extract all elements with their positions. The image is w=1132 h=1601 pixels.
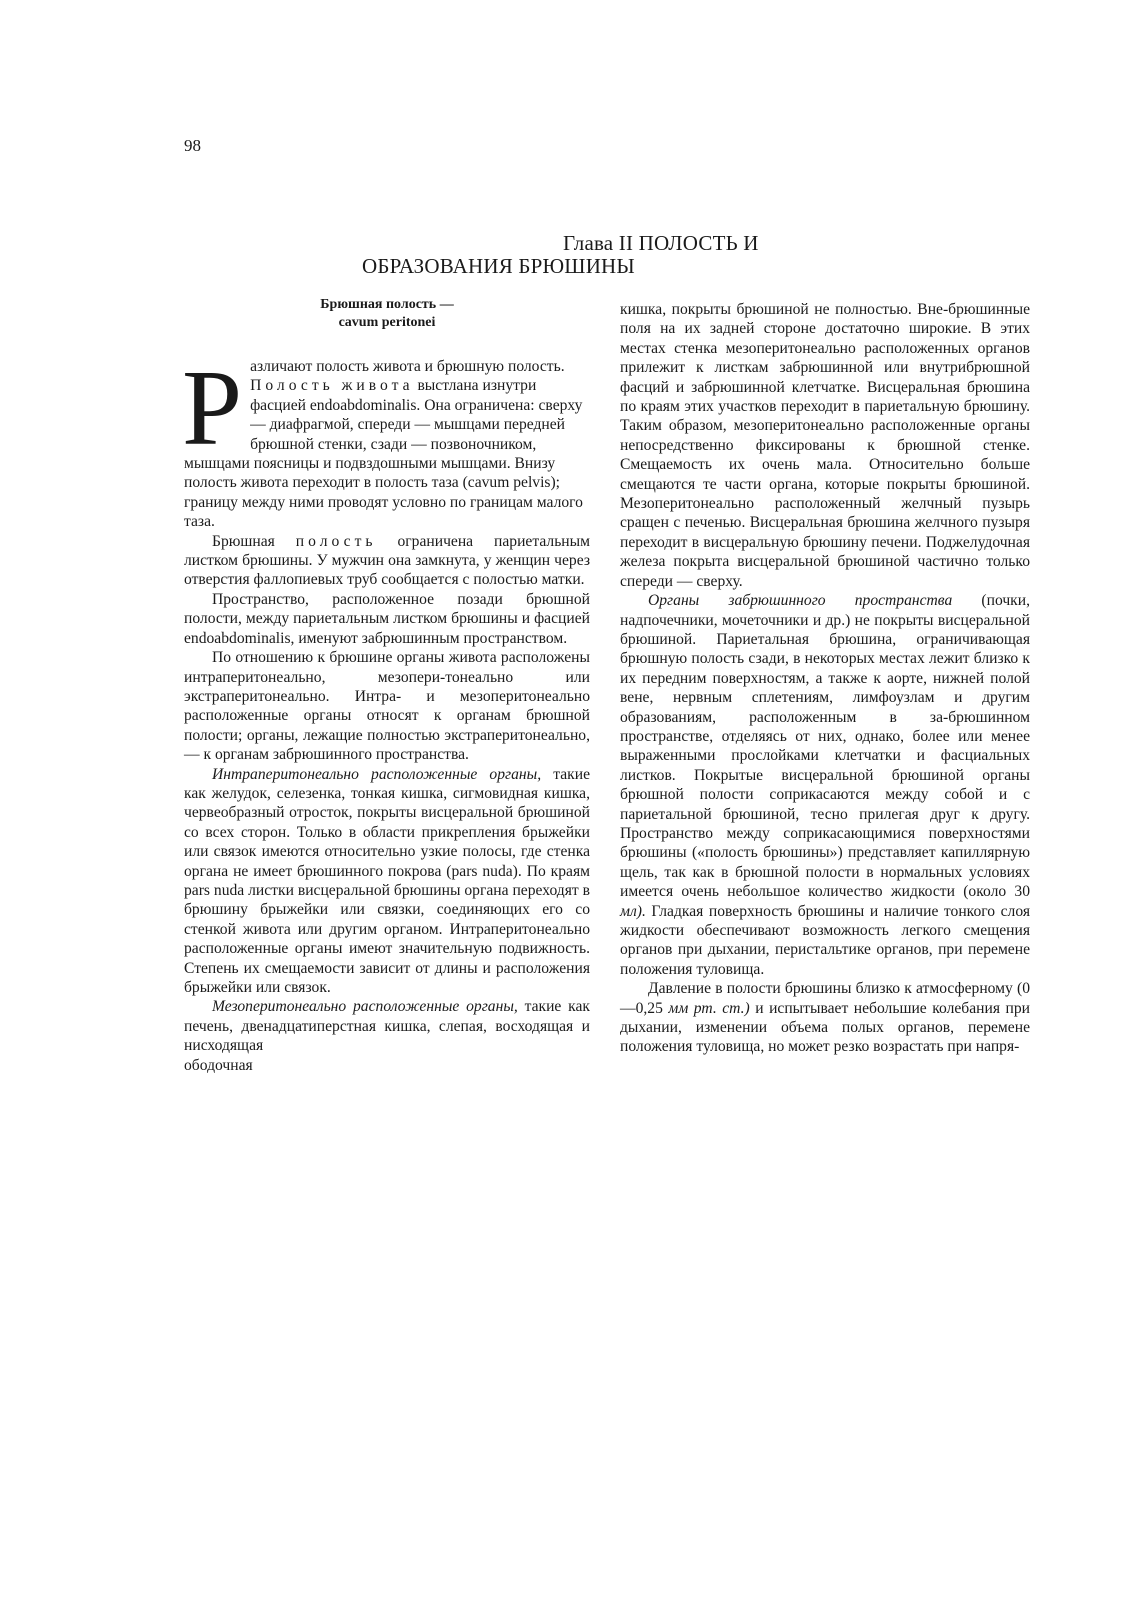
rp3-text-1: Давление в полости брюшины близко к атмосферному (0—0,25 bbox=[620, 980, 1030, 1017]
rp3-text-2: и испытывает небольшие колебания при дыхании, изменении объема полых органов, перемене положения туловища, но может резко возрастать при напря- bbox=[620, 999, 1031, 1056]
p5-italic-term: Интраперитонеально расположенные органы, bbox=[212, 765, 542, 783]
intro-text-2: выстлана изнутри фасцией endoabdominalis. Она ограничена: сверху — диафрагмой, спереди — мышцами передней брюшной стенки, сзади — позвоночником, мышцами поясницы и подвздошными мышцами. Внизу полость живота переходит в полость таза (cavum pelvis); границу между ними проводят условно по границам малого таза. bbox=[184, 377, 583, 531]
paragraph-retroperitoneal-organs bbox=[620, 591, 1030, 979]
section-heading-line-1: Брюшная полость — bbox=[320, 297, 454, 312]
section-heading bbox=[184, 296, 590, 332]
p6-text: такие как печень, двенадцатиперстная кишка, слепая, восходящая и нисходящая bbox=[184, 998, 590, 1055]
paragraph-continuation: кишка, покрыты брюшиной не полностью. Вне-брюшинные поля на их задней стороне достаточно широкие. В этих местах стенка мезоперитонеально расположенных органов прилежит к листкам забрюшинной или внутрибрюшной фасций и забрюшинной клетчатке. Висцеральная брюшина по краям этих участков переходит в париетальную брюшину. Таким образом, мезоперитонеально расположенные органы непосредственно фиксированы к брюшной стенке. Смещаемость их очень мала. Относительно больше смещаются те части органа, которые покрыты брюшиной. Мезоперитонеально расположенный желчный пузырь сращен с печенью. Висцеральная брюшина желчного пузыря переходит в висцеральную брюшину печени. Поджелудочная железа покрыта висцеральной брюшиной частично только спереди — сверху. bbox=[620, 301, 1030, 590]
paragraph-abdominal-cavity bbox=[184, 532, 590, 590]
paragraph-mesoperitoneal bbox=[184, 997, 590, 1055]
paragraph-intro bbox=[182, 349, 590, 532]
p2-text-1: Брюшная bbox=[212, 532, 275, 550]
rp3-unit: мм рт. ст.) bbox=[668, 999, 750, 1017]
rp2-text-2: Гладкая поверхность брюшины и наличие тонкого слоя жидкости обеспечивают возможность легкого смещения органов при дыхании, перистальтике органов, при перемене положения туловища. bbox=[620, 902, 1030, 978]
paragraph-retroperitoneal-space: Пространство, расположенное позади брюшной полости, между париетальным листком брюшины и фасцией endoabdominalis, именуют забрюшинным пространством. bbox=[184, 590, 590, 647]
paragraph-pressure bbox=[620, 979, 1030, 1057]
chapter-title-line-2: ОБРАЗОВАНИЯ БРЮШИНЫ bbox=[362, 254, 635, 278]
p6-italic-term: Мезоперитонеально расположенные органы, bbox=[212, 998, 518, 1016]
intro-text-1: азличают полость живота и брюшную полость. bbox=[250, 358, 565, 375]
p2-spaced-term: полость bbox=[295, 532, 377, 550]
left-column bbox=[184, 296, 590, 1075]
section-heading-line-2: cavum peritonei bbox=[338, 315, 436, 330]
rp2-unit: мл). bbox=[620, 902, 646, 920]
rp2-text-1: (почки, надпочечники, мочеточники и др.) не покрыты висцеральной брюшиной. Париетальная брюшина, ограничивающая брюшную полость сзади, в некоторых местах лежит близко к их передним поверхностям, а также к аорте, нижней полой вене, нервным сплетениям, лимфоузлам и другим образованиям, расположенным в за-брюшинном пространстве, отделяясь от них, однако, более или менее выраженными прослойками клетчатки и фасциальных листков. Покрытые висцеральной брюшиной органы брюшной полости соприкасаются между собой и с париетальной брюшиной, тесно прилегая друг к другу. Пространство между соприкасающимися поверхностями брюшины («полость брюшины») представляет капиллярную щель, так как в брюшной полости в нормальных условиях имеется очень небольшое количество жидкости (около 30 bbox=[620, 592, 1031, 901]
chapter-title-line-1: Глава II ПОЛОСТЬ И bbox=[563, 231, 759, 255]
intro-spaced-term: Полость живота bbox=[250, 377, 414, 395]
paragraph-intraperitoneal bbox=[184, 765, 590, 998]
rp2-italic-term: Органы забрюшинного пространства bbox=[648, 592, 953, 610]
paragraph-mesoperitoneal-tail: ободочная bbox=[184, 1056, 253, 1074]
drop-cap: Р bbox=[182, 349, 243, 468]
right-column bbox=[620, 300, 1030, 1057]
page-number: 98 bbox=[184, 136, 201, 155]
paragraph-organ-position: По отношению к брюшине органы живота расположены интраперитонеально, мезопери-тонеально или экстраперитонеально. Интра- и мезоперитонеально расположенные органы относят к органам брюшной полости; органы, лежащие полностью экстраперитонеально, — к органам забрюшинного пространства. bbox=[184, 649, 590, 764]
chapter-title bbox=[300, 232, 880, 278]
p5-text: такие как желудок, селезенка, тонкая кишка, сигмовидная кишка, червеобразный отросток, покрыты висцеральной брюшиной со всех сторон. Только в области прикрепления брыжейки или связок имеются относительно узкие полосы, где стенка органа не имеет брюшинного покрова (pars nuda). По краям pars nuda листки висцеральной брюшины органа переходят в брюшину брыжейки или связки, соединяющих его со стенкой живота или другим органом. Интраперитонеально расположенные органы имеют значительную подвижность. Степень их смещаемости зависит от длины и расположения брыжейки или связок. bbox=[184, 765, 590, 996]
p2-text-2: ограничена париетальным листком брюшины. У мужчин она замкнута, у женщин через отверстия фаллопиевых труб сообщается с полостью матки. bbox=[184, 532, 590, 589]
